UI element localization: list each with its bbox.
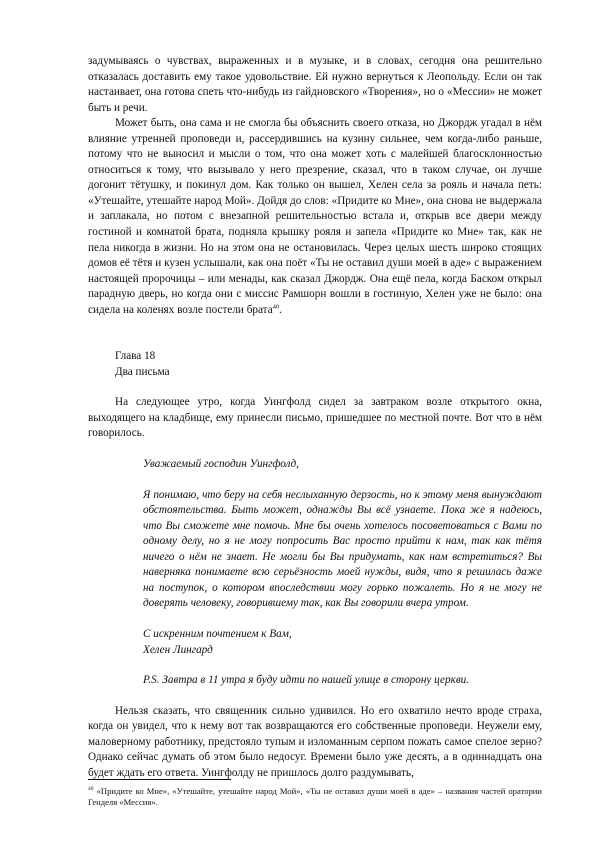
paragraph-continuation: задумываясь о чувствах, выраженных и в музыке, и в словах, сегодня она решительно отказалась доставить ему такое удовольствие. Ей нужно вернуться к Леопольду. Если он так настаивает, она готова спеть что-нибудь из гайдновского «Творения», но о «Мессии» не может быть и речи. [88, 55, 542, 114]
footnote-reference[interactable]: 40 [272, 303, 280, 311]
letter-salutation: Уважаемый господин Уингфолд, [143, 458, 299, 471]
footnote-number: 40 [88, 786, 94, 793]
main-text [88, 54, 542, 781]
footnote [88, 786, 542, 809]
footnote-text: «Придите ко Мне», «Утешайте, утешайте народ Мой», «Ты не оставил души моей в аде» – названия частей оратории Генделя «Мессия». [88, 786, 542, 808]
letter-postscript: P.S. Завтра в 11 утра я буду идти по нашей улице в сторону церкви. [143, 674, 470, 687]
paragraph-helen-sings [88, 116, 542, 318]
paragraph-helen-sings-text: Может быть, она сама и не смогла бы объяснить своего отказа, но Джордж угадал в нём влияние утренней проповеди и, рассердившись на кузину сильнее, чем когда-либо раньше, потому что не выносил и мысли о том, что она может хоть с малейшей благосклонностью относиться к тому, что вызывало у него презрение, сказал, что в таком случае, он лучше догонит тётушку, и покинул дом. Как только он вышел, Хелен села за рояль и начала петь: «Утешайте, утешайте народ Мой». Дойдя до слов: «Придите ко Мне», она снова не выдержала и заплакала, но потом с внезапной решительностью встала и, открыв все двери между гостиной и комнатой брата, подняла крышку рояля и запела «Придите ко Мне» так, как не пела никогда в жизни. Но на этом она не остановилась. Через целых шесть широко стоящих домов её тётя и кузен услышали, как она поёт «Ты не оставил души моей в аде» с выражением настоящей пророчицы – или менады, как сказал Джордж. Она ещё пела, когда Баском открыл парадную дверь, но когда они с миссис Рамшорн вошли в гостиную, Хелен уже не было: она сидела на коленях возле постели брата [88, 117, 542, 316]
paragraph-end-punctuation: . [279, 303, 282, 316]
footnote-divider [88, 779, 231, 780]
paragraph-priest-reaction: Нельзя сказать, что священник сильно удивился. Но его охватило нечто вроде страха, когда он увидел, что к нему вот так возвращаются его собственные проповеди. Неужели ему, маловерному работнику, предстояло тупым и изломанным серпом пожать самое спелое зерно? Однако сейчас думать об этом было недосуг. Времени было уже десять, а в одиннадцать она будет ждать его ответа. Уингфолду не пришлось долго раздумывать, [88, 704, 542, 779]
letter-closing: С искренним почтением к Вам, [143, 627, 292, 640]
chapter-title: Два письма [115, 365, 170, 378]
letter-signature: Хелен Лингард [143, 643, 213, 656]
paragraph-letter-arrives: На следующее утро, когда Уингфолд сидел за завтраком возле открытого окна, выходящего на кладбище, ему принесли письмо, пришедшее по местной почте. Вот что в нём говорилось. [88, 396, 542, 440]
chapter-number: Глава 18 [115, 350, 156, 363]
letter-body: Я понимаю, что беру на себя неслыханную дерзость, но к этому меня вынуждают обстоятельства. Быть может, однажды Вы всё узнаете. Пока же я надеюсь, что Вы сможете мне помочь. Мне бы очень хотелось посоветоваться с Вами по одному делу, но я не могу попросить Вас просто прийти к нам, так как тётя ничего о нём не знает. Не могли бы Вы придумать, как нам встретиться? Вы наверняка понимаете всю серьёзность моей нужды, видя, что я решилась даже на поступок, о котором впоследствии могу горько пожалеть. Но я не могу не доверять человеку, говорившему так, как Вы говорили вчера утром. [143, 488, 542, 610]
